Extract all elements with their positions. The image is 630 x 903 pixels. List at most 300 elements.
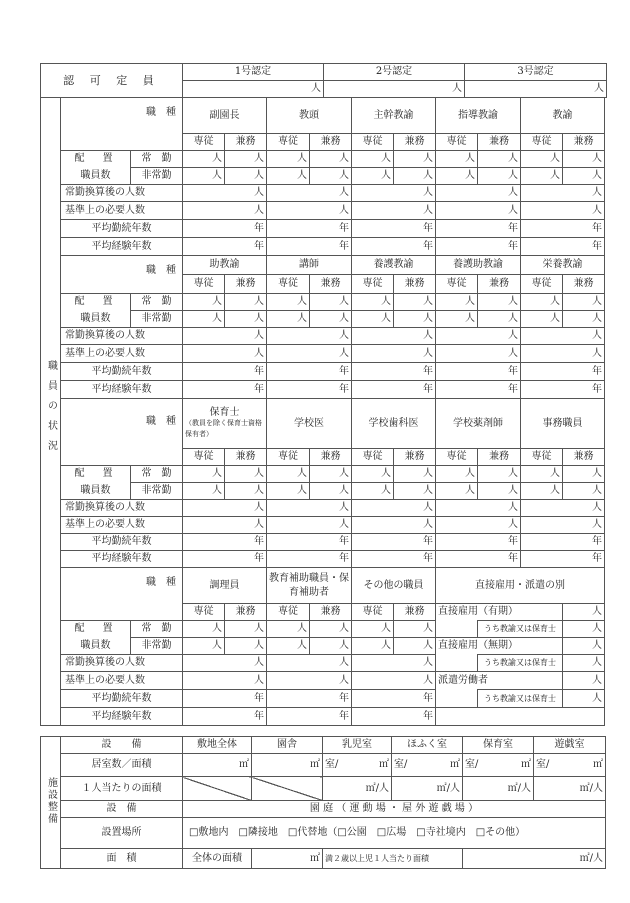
concurrent-label: 兼務 (563, 134, 605, 151)
fte-field[interactable]: 人 (352, 185, 436, 202)
avg-experience-field[interactable]: 年 (183, 708, 267, 726)
avg-tenure-field[interactable]: 年 (352, 534, 436, 551)
concurrent-label: 兼務 (478, 134, 521, 151)
staff-section-label (41, 98, 61, 726)
quota-category-2: 2号認定 (324, 64, 465, 81)
employment-indent (436, 655, 478, 672)
area-label: 面 積 (61, 849, 183, 869)
fulltime-concurrent-field[interactable]: 人 (225, 294, 267, 311)
avg-experience-field[interactable]: 年 (436, 381, 521, 399)
concurrent-label: 兼務 (394, 134, 436, 151)
job-title: 学校薬剤師 (436, 399, 521, 449)
avg-experience-field[interactable]: 年 (521, 381, 605, 399)
parttime-concurrent-field[interactable]: 人 (310, 638, 352, 655)
job-title: 助教諭 (183, 256, 267, 275)
fulltime-concurrent-field[interactable]: 人 (394, 294, 436, 311)
facility-table (40, 736, 606, 869)
job-title: 栄養教諭 (521, 256, 605, 275)
job-title: 学校歯科医 (352, 399, 436, 449)
parttime-concurrent-field[interactable]: 人 (478, 483, 521, 500)
avg-tenure-field[interactable]: 年 (183, 363, 267, 381)
concurrent-label: 兼務 (563, 275, 605, 294)
avg-tenure-field[interactable]: 年 (267, 220, 352, 238)
yard-title: 園 庭 （ 運 動 場 ・ 屋 外 遊 戯 場 ） (183, 801, 606, 818)
per-child-area-field[interactable]: ㎡/人 (463, 849, 606, 869)
fte-label: 常勤換算後の人数 (61, 185, 183, 202)
required-field[interactable]: 人 (436, 202, 521, 220)
parttime-label: 非常勤 (131, 638, 183, 655)
job-title: 副園長 (183, 98, 267, 134)
avg-tenure-label: 平均勤続年数 (61, 220, 183, 238)
required-field[interactable]: 人 (352, 517, 436, 534)
fulltime-concurrent-field[interactable]: 人 (310, 294, 352, 311)
employment-sub-value[interactable]: 人 (563, 655, 605, 672)
employment-label: 直接雇用（有期） (436, 604, 563, 621)
avg-tenure-field[interactable]: 年 (436, 220, 521, 238)
fulltime-concurrent-field[interactable]: 人 (225, 466, 267, 483)
avg-experience-field[interactable]: 年 (267, 381, 352, 399)
quota-value-1[interactable]: 人 (183, 81, 324, 98)
parttime-dedicated-field[interactable]: 人 (352, 311, 394, 328)
parttime-concurrent-field[interactable]: 人 (310, 168, 352, 185)
fte-field[interactable]: 人 (267, 500, 352, 517)
avg-experience-field[interactable]: 年 (183, 381, 267, 399)
fulltime-dedicated-field[interactable]: 人 (436, 294, 478, 311)
facility-col-building: 園舎 (252, 737, 323, 754)
parttime-dedicated-field[interactable]: 人 (183, 168, 225, 185)
job-type-label: 職 種 (61, 256, 183, 294)
fulltime-concurrent-field[interactable]: 人 (563, 294, 605, 311)
quota-category-1: 1号認定 (183, 64, 324, 81)
infant-rooms-field[interactable]: 室/ (323, 754, 358, 777)
avg-experience-field[interactable]: 年 (352, 551, 436, 568)
crawl-area-field[interactable]: ㎡ (428, 754, 463, 777)
dedicated-label: 専従 (521, 275, 563, 294)
avg-experience-field[interactable]: 年 (267, 708, 352, 726)
building-per-person-na (252, 777, 323, 801)
fulltime-concurrent-field[interactable]: 人 (394, 621, 436, 638)
fulltime-dedicated-field[interactable]: 人 (352, 151, 394, 168)
required-field[interactable]: 人 (521, 202, 605, 220)
parttime-concurrent-field[interactable]: 人 (563, 483, 605, 500)
fulltime-dedicated-field[interactable]: 人 (267, 294, 310, 311)
avg-tenure-field[interactable]: 年 (267, 534, 352, 551)
fulltime-concurrent-field[interactable]: 人 (310, 151, 352, 168)
fulltime-dedicated-field[interactable]: 人 (436, 466, 478, 483)
parttime-label: 非常勤 (131, 483, 183, 500)
parttime-concurrent-field[interactable]: 人 (394, 483, 436, 500)
parttime-concurrent-field[interactable]: 人 (563, 311, 605, 328)
fte-label: 常勤換算後の人数 (61, 655, 183, 672)
required-field[interactable]: 人 (352, 202, 436, 220)
parttime-concurrent-field[interactable]: 人 (225, 638, 267, 655)
employment-value[interactable]: 人 (563, 604, 605, 621)
fulltime-concurrent-field[interactable]: 人 (310, 466, 352, 483)
parttime-label: 非常勤 (131, 168, 183, 185)
placement-label: 配 置 (61, 621, 131, 638)
required-field[interactable]: 人 (521, 517, 605, 534)
fulltime-dedicated-field[interactable]: 人 (183, 621, 225, 638)
job-type-label: 職 種 (61, 568, 183, 621)
job-title: 講師 (267, 256, 352, 275)
facility-col-nursery: 保育室 (463, 737, 534, 754)
fulltime-dedicated-field[interactable]: 人 (352, 466, 394, 483)
avg-tenure-field[interactable]: 年 (521, 534, 605, 551)
parttime-concurrent-field[interactable]: 人 (310, 311, 352, 328)
fulltime-dedicated-field[interactable]: 人 (436, 151, 478, 168)
fulltime-concurrent-field[interactable]: 人 (225, 621, 267, 638)
parttime-dedicated-field[interactable]: 人 (521, 168, 563, 185)
dedicated-label: 専従 (521, 134, 563, 151)
fte-field[interactable]: 人 (352, 500, 436, 517)
building-area-field[interactable]: ㎡ (252, 754, 323, 777)
avg-tenure-field[interactable]: 年 (352, 690, 436, 708)
staff-count-label: 職員数 (61, 638, 131, 655)
fulltime-concurrent-field[interactable]: 人 (478, 151, 521, 168)
parttime-dedicated-field[interactable]: 人 (267, 483, 310, 500)
facility-col-infant: 乳児室 (323, 737, 392, 754)
employment-indent (436, 690, 478, 708)
infant-area-field[interactable]: ㎡ (358, 754, 392, 777)
per-person-label: １人当たりの面積 (61, 777, 183, 801)
avg-experience-field[interactable]: 年 (267, 551, 352, 568)
fte-field[interactable]: 人 (183, 185, 267, 202)
job-type-label: 職 種 (61, 399, 183, 466)
play-per-person-field[interactable]: ㎡/人 (534, 777, 606, 801)
parttime-dedicated-field[interactable]: 人 (521, 483, 563, 500)
staff-count-label: 職員数 (61, 483, 131, 500)
equipment-label: 設 備 (61, 737, 183, 754)
per-child-area-label: 満２歳以上児１人当たり面積 (323, 849, 463, 869)
fte-field[interactable]: 人 (521, 328, 605, 345)
total-area-label: 全体の面積 (183, 849, 252, 869)
staff-section-text: 職員の状況 (45, 360, 57, 460)
job-title: 養護助教諭 (436, 256, 521, 275)
avg-tenure-label: 平均勤続年数 (61, 363, 183, 381)
fulltime-dedicated-field[interactable]: 人 (521, 151, 563, 168)
dedicated-label: 専従 (352, 604, 394, 621)
dedicated-label: 専従 (183, 604, 225, 621)
avg-experience-field[interactable]: 年 (352, 238, 436, 256)
avg-experience-field[interactable]: 年 (352, 708, 436, 726)
quota-value-3[interactable]: 人 (465, 81, 607, 98)
placement-label: 配 置 (61, 151, 131, 168)
parttime-label: 非常勤 (131, 311, 183, 328)
dedicated-label: 専従 (436, 449, 478, 466)
required-field[interactable]: 人 (183, 672, 267, 690)
fulltime-label: 常 勤 (131, 151, 183, 168)
nursery-area-field[interactable]: ㎡ (499, 754, 534, 777)
avg-tenure-field[interactable]: 年 (183, 220, 267, 238)
facility-col-site: 敷地全体 (183, 737, 252, 754)
avg-experience-field[interactable]: 年 (267, 238, 352, 256)
staff-count-label: 職員数 (61, 311, 131, 328)
fulltime-concurrent-field[interactable]: 人 (478, 466, 521, 483)
quota-category-3: 3号認定 (465, 64, 607, 81)
parttime-concurrent-field[interactable]: 人 (563, 168, 605, 185)
placement-label: 配 置 (61, 466, 131, 483)
fulltime-concurrent-field[interactable]: 人 (478, 294, 521, 311)
employment-value[interactable]: 人 (563, 672, 605, 690)
parttime-dedicated-field[interactable]: 人 (267, 168, 310, 185)
fulltime-dedicated-field[interactable]: 人 (352, 621, 394, 638)
parttime-concurrent-field[interactable]: 人 (225, 483, 267, 500)
fulltime-concurrent-field[interactable]: 人 (563, 466, 605, 483)
avg-experience-label: 平均経験年数 (61, 381, 183, 399)
required-field[interactable]: 人 (183, 202, 267, 220)
avg-tenure-label: 平均勤続年数 (61, 534, 183, 551)
fulltime-dedicated-field[interactable]: 人 (267, 621, 310, 638)
required-field[interactable]: 人 (436, 517, 521, 534)
avg-tenure-field[interactable]: 年 (521, 363, 605, 381)
avg-experience-field[interactable]: 年 (436, 238, 521, 256)
dedicated-label: 専従 (352, 275, 394, 294)
site-per-person-na (183, 777, 252, 801)
avg-experience-label: 平均経験年数 (61, 708, 183, 726)
job-title (183, 399, 267, 449)
parttime-concurrent-field[interactable]: 人 (478, 311, 521, 328)
required-field[interactable]: 人 (436, 345, 521, 363)
fte-field[interactable]: 人 (183, 500, 267, 517)
dedicated-label: 専従 (436, 275, 478, 294)
avg-tenure-label: 平均勤続年数 (61, 690, 183, 708)
parttime-dedicated-field[interactable]: 人 (352, 168, 394, 185)
job-title-text: 保育士 (209, 406, 240, 418)
fulltime-dedicated-field[interactable]: 人 (183, 151, 225, 168)
avg-experience-field[interactable]: 年 (436, 551, 521, 568)
placement-label: 配 置 (61, 294, 131, 311)
fte-field[interactable]: 人 (436, 185, 521, 202)
employment-sub-label: うち教諭又は保育士 (478, 621, 563, 638)
concurrent-label: 兼務 (225, 275, 267, 294)
quota-value-2[interactable]: 人 (324, 81, 465, 98)
employment-sub-value[interactable]: 人 (563, 621, 605, 638)
concurrent-label: 兼務 (225, 134, 267, 151)
staff-count-label: 職員数 (61, 168, 131, 185)
fulltime-dedicated-field[interactable]: 人 (183, 294, 225, 311)
concurrent-label: 兼務 (310, 275, 352, 294)
concurrent-label: 兼務 (563, 449, 605, 466)
play-rooms-field[interactable]: 室/ (534, 754, 570, 777)
required-field[interactable]: 人 (352, 672, 436, 690)
fte-field[interactable]: 人 (183, 328, 267, 345)
facility-col-crawl: ほふく室 (392, 737, 463, 754)
required-label: 基準上の必要人数 (61, 517, 183, 534)
job-title: 教頭 (267, 98, 352, 134)
required-label: 基準上の必要人数 (61, 345, 183, 363)
job-title: 調理員 (183, 568, 267, 604)
fulltime-label: 常 勤 (131, 466, 183, 483)
parttime-dedicated-field[interactable]: 人 (436, 168, 478, 185)
dedicated-label: 専従 (183, 134, 225, 151)
quota-table (40, 63, 607, 98)
parttime-concurrent-field[interactable]: 人 (394, 311, 436, 328)
concurrent-label: 兼務 (310, 604, 352, 621)
dedicated-label: 専従 (267, 449, 310, 466)
concurrent-label: 兼務 (394, 275, 436, 294)
job-title: 養護教諭 (352, 256, 436, 275)
job-title: 主幹教諭 (352, 98, 436, 134)
job-title: 教育補助職員・保育補助者 (267, 568, 352, 604)
avg-experience-field[interactable]: 年 (183, 551, 267, 568)
fulltime-dedicated-field[interactable]: 人 (267, 151, 310, 168)
parttime-dedicated-field[interactable]: 人 (183, 311, 225, 328)
employment-title: 直接雇用・派遣の別 (436, 568, 605, 604)
fulltime-dedicated-field[interactable]: 人 (521, 466, 563, 483)
facility-section-label (41, 737, 61, 869)
facility-section-text: 施設整備 (45, 777, 57, 825)
job-title: その他の職員 (352, 568, 436, 604)
required-field[interactable]: 人 (267, 672, 352, 690)
infant-per-person-field[interactable]: ㎡/人 (323, 777, 392, 801)
nursery-rooms-field[interactable]: 室/ (463, 754, 499, 777)
parttime-dedicated-field[interactable]: 人 (352, 638, 394, 655)
employment-sub-label: うち教諭又は保育士 (478, 690, 563, 708)
concurrent-label: 兼務 (478, 275, 521, 294)
crawl-per-person-field[interactable]: ㎡/人 (392, 777, 463, 801)
required-field[interactable]: 人 (521, 345, 605, 363)
avg-tenure-field[interactable]: 年 (436, 363, 521, 381)
avg-experience-label: 平均経験年数 (61, 238, 183, 256)
parttime-dedicated-field[interactable]: 人 (183, 638, 225, 655)
fulltime-concurrent-field[interactable]: 人 (310, 621, 352, 638)
fulltime-dedicated-field[interactable]: 人 (183, 466, 225, 483)
required-label: 基準上の必要人数 (61, 672, 183, 690)
fte-label: 常勤換算後の人数 (61, 500, 183, 517)
fulltime-dedicated-field[interactable]: 人 (521, 294, 563, 311)
required-field[interactable]: 人 (267, 345, 352, 363)
job-title: 指導教諭 (436, 98, 521, 134)
fte-field[interactable]: 人 (521, 185, 605, 202)
concurrent-label: 兼務 (478, 449, 521, 466)
avg-tenure-field[interactable]: 年 (352, 220, 436, 238)
location-label: 設置場所 (61, 818, 183, 849)
required-field[interactable]: 人 (267, 517, 352, 534)
parttime-dedicated-field[interactable]: 人 (183, 483, 225, 500)
avg-tenure-field[interactable]: 年 (521, 220, 605, 238)
concurrent-label: 兼務 (225, 604, 267, 621)
avg-tenure-field[interactable]: 年 (267, 690, 352, 708)
facility-col-play: 遊戯室 (534, 737, 606, 754)
employment-sub-value[interactable]: 人 (563, 690, 605, 708)
avg-tenure-field[interactable]: 年 (183, 534, 267, 551)
fulltime-concurrent-field[interactable]: 人 (225, 151, 267, 168)
job-title: 事務職員 (521, 399, 605, 449)
fte-field[interactable]: 人 (183, 655, 267, 672)
crawl-rooms-field[interactable]: 室/ (392, 754, 428, 777)
fulltime-dedicated-field[interactable]: 人 (267, 466, 310, 483)
concurrent-label: 兼務 (310, 449, 352, 466)
required-field[interactable]: 人 (183, 517, 267, 534)
dedicated-label: 専従 (267, 134, 310, 151)
job-type-label: 職 種 (61, 98, 183, 151)
parttime-dedicated-field[interactable]: 人 (521, 311, 563, 328)
avg-experience-label: 平均経験年数 (61, 551, 183, 568)
location-options[interactable]: □敷地内 □隣接地 □代替地（□公園 □広場 □寺社境内 □その他） (183, 818, 606, 849)
site-area-field[interactable]: ㎡ (183, 754, 252, 777)
fulltime-concurrent-field[interactable]: 人 (563, 151, 605, 168)
concurrent-label: 兼務 (394, 449, 436, 466)
employment-indent (436, 621, 478, 638)
avg-tenure-field[interactable]: 年 (267, 363, 352, 381)
yard-equipment-label: 設 備 (61, 801, 183, 818)
parttime-concurrent-field[interactable]: 人 (225, 168, 267, 185)
employment-empty (436, 708, 605, 726)
avg-experience-field[interactable]: 年 (521, 551, 605, 568)
parttime-concurrent-field[interactable]: 人 (225, 311, 267, 328)
dedicated-label: 専従 (183, 449, 225, 466)
required-label: 基準上の必要人数 (61, 202, 183, 220)
staff-table (40, 97, 630, 726)
avg-tenure-field[interactable]: 年 (183, 690, 267, 708)
avg-experience-field[interactable]: 年 (352, 381, 436, 399)
job-title: 教諭 (521, 98, 605, 134)
parttime-concurrent-field[interactable]: 人 (478, 168, 521, 185)
dedicated-label: 専従 (352, 449, 394, 466)
play-area-field[interactable]: ㎡ (570, 754, 606, 777)
employment-label: 派遣労働者 (436, 672, 563, 690)
parttime-concurrent-field[interactable]: 人 (394, 168, 436, 185)
avg-tenure-field[interactable]: 年 (436, 534, 521, 551)
dedicated-label: 専従 (436, 134, 478, 151)
dedicated-label: 専従 (183, 275, 225, 294)
parttime-dedicated-field[interactable]: 人 (267, 638, 310, 655)
required-field[interactable]: 人 (183, 345, 267, 363)
avg-experience-field[interactable]: 年 (183, 238, 267, 256)
dedicated-label: 専従 (521, 449, 563, 466)
fte-label: 常勤換算後の人数 (61, 328, 183, 345)
required-field[interactable]: 人 (352, 345, 436, 363)
required-field[interactable]: 人 (267, 202, 352, 220)
parttime-concurrent-field[interactable]: 人 (310, 483, 352, 500)
dedicated-label: 専従 (267, 275, 310, 294)
dedicated-label: 専従 (267, 604, 310, 621)
nursery-per-person-field[interactable]: ㎡/人 (463, 777, 534, 801)
fulltime-label: 常 勤 (131, 621, 183, 638)
fulltime-label: 常 勤 (131, 294, 183, 311)
fte-field[interactable]: 人 (267, 328, 352, 345)
parttime-dedicated-field[interactable]: 人 (436, 483, 478, 500)
concurrent-label: 兼務 (225, 449, 267, 466)
fulltime-dedicated-field[interactable]: 人 (352, 294, 394, 311)
fte-field[interactable]: 人 (267, 185, 352, 202)
avg-tenure-field[interactable]: 年 (352, 363, 436, 381)
fte-field[interactable]: 人 (436, 500, 521, 517)
fte-field[interactable]: 人 (352, 655, 436, 672)
total-area-field[interactable]: ㎡ (252, 849, 323, 869)
concurrent-label: 兼務 (394, 604, 436, 621)
employment-value[interactable]: 人 (563, 638, 605, 655)
fte-field[interactable]: 人 (267, 655, 352, 672)
parttime-dedicated-field[interactable]: 人 (352, 483, 394, 500)
parttime-dedicated-field[interactable]: 人 (436, 311, 478, 328)
job-title-note: （教員を除く保育士資格保有者） (185, 418, 262, 438)
fulltime-concurrent-field[interactable]: 人 (394, 466, 436, 483)
parttime-concurrent-field[interactable]: 人 (394, 638, 436, 655)
rooms-area-label: 居室数／面積 (61, 754, 183, 777)
dedicated-label: 専従 (352, 134, 394, 151)
employment-sub-label: うち教諭又は保育士 (478, 655, 563, 672)
parttime-dedicated-field[interactable]: 人 (267, 311, 310, 328)
fte-field[interactable]: 人 (436, 328, 521, 345)
avg-experience-field[interactable]: 年 (521, 238, 605, 256)
job-title: 学校医 (267, 399, 352, 449)
fulltime-concurrent-field[interactable]: 人 (394, 151, 436, 168)
fte-field[interactable]: 人 (352, 328, 436, 345)
employment-label: 直接雇用（無期） (436, 638, 563, 655)
fte-field[interactable]: 人 (521, 500, 605, 517)
concurrent-label: 兼務 (310, 134, 352, 151)
